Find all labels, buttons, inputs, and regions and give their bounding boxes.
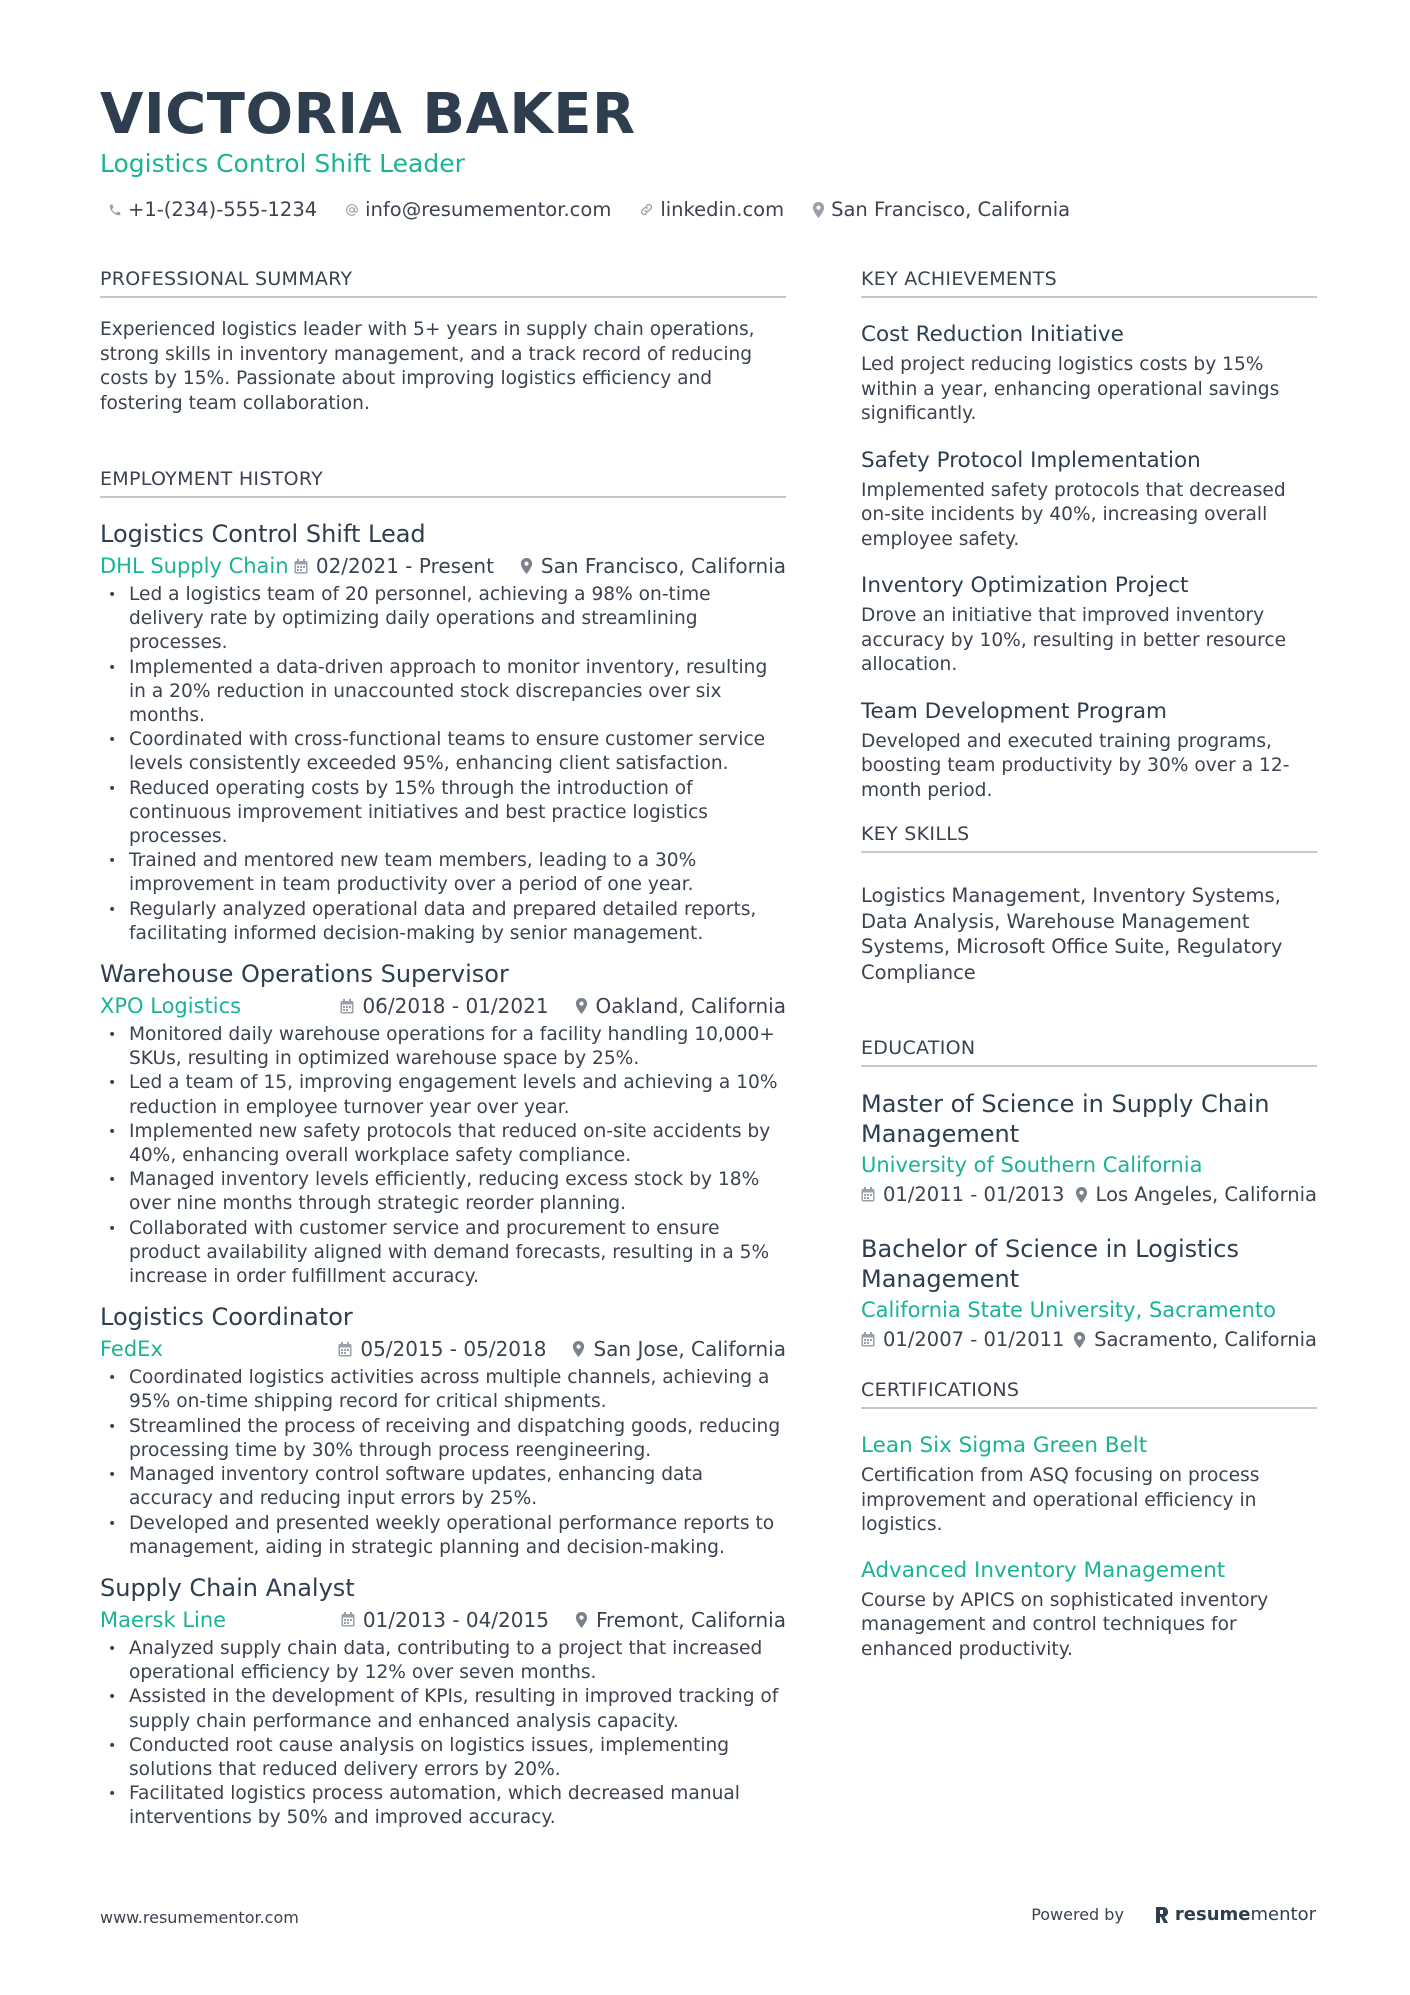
skills-text: Logistics Management, Inventory Systems, Data Analysis, Warehouse Management Systems, Microsoft Office Suite, Regulatory Compliance <box>861 884 1283 984</box>
right-column <box>861 268 1317 1682</box>
job-meta <box>100 1608 786 1632</box>
certification-text: Course by APICS on sophisticated inventory management and control techniques for enhanced productivity. <box>861 1589 1269 1660</box>
education-location <box>1073 1328 1317 1351</box>
brand-name-light: mentor <box>1250 1904 1316 1925</box>
contact-email[interactable] <box>345 198 611 221</box>
calendar-icon <box>861 1187 875 1202</box>
certification-text: Certification from ASQ focusing on process improvement and operational efficiency in logistics. <box>861 1465 1260 1535</box>
employment-history-section <box>100 468 786 1831</box>
footer-brand <box>1031 1904 1316 1925</box>
job-dates <box>338 1337 546 1361</box>
job-bullet: • Implemented new safety protocols that reduced on-site accidents by 40%, enhancing overall workplace safety compliance. <box>100 1120 786 1168</box>
job-bullet: • Managed inventory control software updates, enhancing data accuracy and reducing input errors by 25%. <box>100 1463 786 1511</box>
job-title: Logistics Control Shift Lead <box>100 520 426 548</box>
job-entry <box>100 960 786 1289</box>
achievement-text: Developed and executed training programs, boosting team productivity by 30% over a 12-month period. <box>861 730 1290 801</box>
job-meta-details <box>340 994 786 1018</box>
certifications-section <box>861 1379 1317 1662</box>
job-dates-text: 01/2013 - 04/2015 <box>362 1607 549 1632</box>
company-name: FedEx <box>100 1337 163 1362</box>
degree-title: Master of Science in Supply Chain Management <box>861 1090 1270 1148</box>
job-bullet: • Coordinated with cross-functional teams to ensure customer service levels consistently exceeded 95%, enhancing client satisfaction. <box>100 728 786 776</box>
school-name: University of Southern California <box>861 1153 1203 1177</box>
job-bullet: • Implemented a data-driven approach to monitor inventory, resulting in a 20% reduction in unaccounted stock discrepancies over six months. <box>100 656 786 729</box>
job-entry <box>100 1574 786 1831</box>
job-meta-details <box>338 1337 786 1361</box>
job-dates-text: 05/2015 - 05/2018 <box>360 1337 547 1362</box>
job-location-text: Fremont, California <box>595 1607 786 1632</box>
contact-phone[interactable] <box>108 198 317 221</box>
job-dates-text: 02/2021 - Present <box>315 554 494 578</box>
calendar-icon <box>861 1332 875 1347</box>
achievement-item <box>861 448 1317 553</box>
job-meta <box>100 1337 786 1361</box>
job-entry <box>100 520 786 946</box>
job-location <box>575 994 786 1018</box>
job-bullet: • Streamlined the process of receiving and dispatching goods, reducing processing time by 30% through process reengineering. <box>100 1415 786 1463</box>
achievement-title: Safety Protocol Implementation <box>861 447 1201 473</box>
company-name: XPO Logistics <box>100 994 242 1019</box>
phone-text: +1-(234)-555-1234 <box>128 198 318 221</box>
education-item <box>861 1234 1317 1351</box>
job-bullet-list <box>100 1023 786 1289</box>
job-meta <box>100 554 786 578</box>
section-heading: EMPLOYMENT HISTORY <box>100 468 786 498</box>
education-dates <box>861 1328 1064 1351</box>
phone-icon <box>108 203 122 217</box>
summary-text: Experienced logistics leader with 5+ years in supply chain operations, strong skills in inventory management, and a track record of reducing costs by 15%. Passionate about improving logistics efficiency and fostering team collaboration. <box>100 319 755 414</box>
calendar-icon <box>340 999 354 1014</box>
candidate-title: Logistics Control Shift Leader <box>100 149 465 178</box>
company-name: Maersk Line <box>100 1607 227 1632</box>
education-location-text: Los Angeles, California <box>1095 1183 1317 1206</box>
calendar-icon <box>338 1342 352 1357</box>
education-list <box>861 1089 1317 1351</box>
job-bullet: • Coordinated logistics activities across multiple channels, achieving a 95% on-time shipping record for critical shipments. <box>100 1366 786 1414</box>
certification-title: Advanced Inventory Management <box>861 1557 1226 1583</box>
brand-logo[interactable] <box>1154 1904 1316 1925</box>
education-item <box>861 1089 1317 1206</box>
achievement-text: Implemented safety protocols that decreased on-site incidents by 40%, increasing overall employee safety. <box>861 479 1286 550</box>
job-meta-details <box>341 1608 786 1632</box>
linkedin-text: linkedin.com <box>660 198 785 221</box>
job-bullet: • Regularly analyzed operational data and prepared detailed reports, facilitating informed decision-making by senior management. <box>100 898 786 946</box>
job-bullet-list <box>100 1366 786 1560</box>
left-column <box>100 268 786 1845</box>
job-dates <box>341 1608 549 1632</box>
at-icon <box>345 203 359 217</box>
job-bullet: • Trained and mentored new team members, leading to a 30% improvement in team productivity over a period of one year. <box>100 849 786 897</box>
location-pin-icon <box>812 202 825 218</box>
job-bullet: • Conducted root cause analysis on logistics issues, implementing solutions that reduced delivery errors by 20%. <box>100 1734 786 1782</box>
job-bullet: • Developed and presented weekly operational performance reports to management, aiding in strategic planning and decision-making. <box>100 1512 786 1560</box>
achievement-list <box>861 322 1317 803</box>
job-bullet: • Analyzed supply chain data, contributing to a project that increased operational efficiency by 12% over seven months. <box>100 1637 786 1685</box>
candidate-name: VICTORIA BAKER <box>100 82 636 147</box>
achievement-item <box>861 573 1317 678</box>
achievement-item <box>861 322 1317 427</box>
job-meta <box>100 994 786 1018</box>
certification-item <box>861 1433 1317 1538</box>
company-name: DHL Supply Chain <box>100 554 289 578</box>
job-title: Supply Chain Analyst <box>100 1573 355 1602</box>
job-list <box>100 520 786 1831</box>
location-pin-icon <box>575 1612 588 1628</box>
location-pin-icon <box>520 558 533 574</box>
calendar-icon <box>294 559 308 574</box>
job-location <box>575 1608 786 1632</box>
achievement-title: Cost Reduction Initiative <box>861 322 1124 347</box>
job-title: Logistics Coordinator <box>100 1303 353 1332</box>
education-dates-text: 01/2007 - 01/2011 <box>883 1328 1065 1351</box>
job-bullet: • Assisted in the development of KPIs, resulting in improved tracking of supply chain performance and enhanced analysis capacity. <box>100 1685 786 1733</box>
job-bullet: • Facilitated logistics process automation, which decreased manual interventions by 50% and improved accuracy. <box>100 1782 786 1830</box>
brand-name-bold: resume <box>1174 1904 1251 1925</box>
certification-title: Lean Six Sigma Green Belt <box>861 1433 1148 1458</box>
education-meta <box>861 1328 1317 1351</box>
job-entry <box>100 1303 786 1560</box>
job-bullet: • Managed inventory levels efficiently, reducing excess stock by 18% over nine months through strategic reorder planning. <box>100 1168 786 1216</box>
achievement-title: Inventory Optimization Project <box>861 573 1189 598</box>
job-dates <box>294 554 494 578</box>
link-icon <box>639 202 654 217</box>
education-section <box>861 1037 1317 1351</box>
professional-summary-section <box>100 268 786 416</box>
achievement-text: Led project reducing logistics costs by 15% within a year, enhancing operational savings significantly. <box>861 354 1280 424</box>
job-title: Warehouse Operations Supervisor <box>100 960 509 989</box>
location-pin-icon <box>572 1341 585 1357</box>
job-dates-text: 06/2018 - 01/2021 <box>362 994 549 1019</box>
section-heading: CERTIFICATIONS <box>861 1379 1317 1409</box>
section-heading: PROFESSIONAL SUMMARY <box>100 268 786 298</box>
job-location-text: San Francisco, California <box>540 554 786 578</box>
education-location <box>1075 1183 1317 1206</box>
job-bullet: • Monitored daily warehouse operations for a facility handling 10,000+ SKUs, resulting in optimized warehouse space by 25%. <box>100 1023 786 1071</box>
section-heading: KEY ACHIEVEMENTS <box>861 268 1317 298</box>
job-location <box>572 1337 786 1361</box>
education-location-text: Sacramento, California <box>1094 1328 1317 1351</box>
job-bullet: • Reduced operating costs by 15% through the introduction of continuous improvement initiatives and best practice logistics processes. <box>100 777 786 850</box>
job-location-text: Oakland, California <box>595 994 786 1019</box>
section-heading: KEY SKILLS <box>861 823 1317 853</box>
job-location-text: San Jose, California <box>593 1337 786 1362</box>
education-meta <box>861 1183 1317 1206</box>
contact-bar <box>108 198 1098 221</box>
school-name: California State University, Sacramento <box>861 1298 1276 1322</box>
achievement-title: Team Development Program <box>861 698 1167 724</box>
achievement-text: Drove an initiative that improved inventory accuracy by 10%, resulting in better resource allocation. <box>861 605 1287 675</box>
degree-title: Bachelor of Science in Logistics Management <box>861 1235 1239 1293</box>
job-meta-details <box>294 554 786 578</box>
location-text: San Francisco, California <box>831 198 1071 221</box>
job-bullet: • Led a logistics team of 20 personnel, achieving a 98% on-time delivery rate by optimizing daily operations and streamlining processes. <box>100 583 786 656</box>
calendar-icon <box>341 1612 355 1627</box>
contact-location <box>812 198 1070 221</box>
contact-linkedin[interactable] <box>639 198 784 221</box>
certification-list <box>861 1433 1317 1662</box>
footer-website[interactable]: www.resumementor.com <box>100 1908 299 1927</box>
location-pin-icon <box>1073 1332 1086 1348</box>
powered-by-label: Powered by <box>1031 1905 1124 1924</box>
achievement-item <box>861 699 1317 804</box>
location-pin-icon <box>575 998 588 1014</box>
education-dates-text: 01/2011 - 01/2013 <box>883 1183 1065 1206</box>
resumementor-logo-icon <box>1154 1906 1170 1924</box>
certification-item <box>861 1558 1317 1663</box>
job-bullet: • Led a team of 15, improving engagement levels and achieving a 10% reduction in employee turnover year over year. <box>100 1071 786 1119</box>
key-skills-section <box>861 823 1317 985</box>
section-heading: EDUCATION <box>861 1037 1317 1067</box>
education-dates <box>861 1183 1064 1206</box>
location-pin-icon <box>1075 1187 1088 1203</box>
job-dates <box>340 994 548 1018</box>
job-location <box>520 554 786 578</box>
job-bullet-list <box>100 583 786 946</box>
key-achievements-section <box>861 268 1317 803</box>
job-bullet: • Collaborated with customer service and procurement to ensure product availability aligned with demand forecasts, resulting in a 5% increase in order fulfillment accuracy. <box>100 1217 786 1290</box>
email-text: info@resumementor.com <box>365 198 612 221</box>
job-bullet-list <box>100 1637 786 1831</box>
